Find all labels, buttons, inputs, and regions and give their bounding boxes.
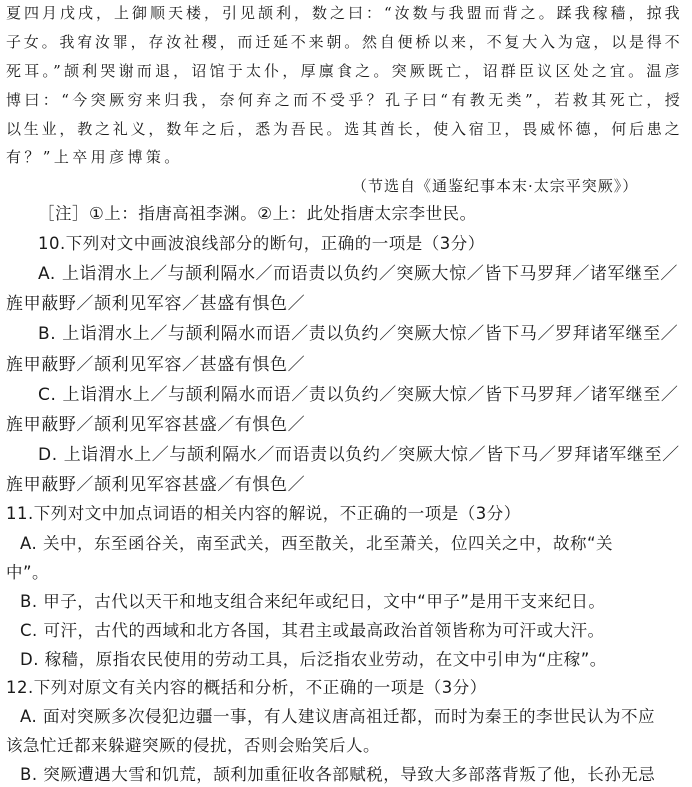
question-10-option-b-continued: 旌甲蔽野／颉利见军容／甚盛有惧色／ <box>6 355 306 375</box>
passage-source: （节选自《通鉴纪事本末·太宗平突厥》） <box>352 177 639 195</box>
passage-line: 博曰：“今突厥穷来归我，奈何弃之而不受乎？孔子曰“有教无类”，若救其死亡，授 <box>6 91 684 109</box>
question-10-option-c-continued: 旌甲蔽野／颉利见军容甚盛／有惧色／ <box>6 415 306 435</box>
question-11-option-c[interactable]: C. 可汗，古代的西域和北方各国，其君主或最高政治首领皆称为可汗或大汗。 <box>20 621 605 640</box>
question-12-stem: 12.下列对原文有关内容的概括和分析，不正确的一项是（3分） <box>6 678 487 697</box>
question-11-option-d[interactable]: D. 稼穑，原指农民使用的劳动工具，后泛指农业劳动，在文中引申为“庄稼”。 <box>20 650 607 669</box>
question-10-option-c[interactable]: C. 上诣渭水上／与颉利隔水而语／责以负约／突厥大惊／皆下马罗拜／诸军继至／ <box>38 385 679 405</box>
question-10-option-a-continued: 旌甲蔽野／颉利见军容／甚盛有惧色／ <box>6 294 306 314</box>
question-11-option-a[interactable]: A. 关中，东至函谷关，南至武关，西至散关，北至萧关，位四关之中，故称“关 <box>20 534 614 553</box>
passage-line: 有？”上卒用彦博策。 <box>6 148 183 166</box>
question-12-option-b[interactable]: B. 突厥遭遇大雪和饥荒，颉利加重征收各部赋税，导致大多部落背叛了他，长孙无忌 <box>20 765 656 784</box>
question-10-option-d[interactable]: D. 上诣渭水上／与颉利隔水／而语责以负约／突厥大惊／皆下马／罗拜诸军继至／ <box>38 445 680 465</box>
passage-line: 子女。我宥汝罪，存汝社稷，而迁延不来朝。然自便桥以来，不复大入为寇，以是得不 <box>6 33 683 51</box>
question-12-option-a-continued: 该急忙迁都来躲避突厥的侵扰，否则会贻笑后人。 <box>6 736 380 755</box>
annotation-notes: ［注］①上：指唐高祖李渊。②上：此处指唐太宗李世民。 <box>38 204 477 223</box>
question-10-stem: 10.下列对文中画波浪线部分的断句，正确的一项是（3分） <box>38 234 485 253</box>
passage-line: 夏四月戊戌，上御顺天楼，引见颉利，数之曰：“汝数与我盟而背之。蹂我稼穑，掠我 <box>6 4 683 22</box>
passage-line: 死耳。”颉利哭谢而退，诏馆于太仆，厚廪食之。突厥既亡，诏群臣议区处之宜。温彦 <box>6 62 683 80</box>
passage-line: 以生业，教之礼义，数年之后，悉为吾民。选其酋长，使入宿卫，畏威怀德，何后患之 <box>6 120 683 138</box>
question-10-option-a[interactable]: A. 上诣渭水上／与颉利隔水／而语责以负约／突厥大惊／皆下马罗拜／诸军继至／ <box>38 264 678 284</box>
question-11-option-b[interactable]: B. 甲子，古代以天干和地支组合来纪年或纪日，文中“甲子”是用干支来纪日。 <box>20 592 606 611</box>
question-10-option-d-continued: 旌甲蔽野／颉利见军容甚盛／有惧色／ <box>6 475 306 495</box>
question-11-option-a-continued: 中”。 <box>6 563 50 582</box>
question-10-option-b[interactable]: B. 上诣渭水上／与颉利隔水而语／责以负约／突厥大惊／皆下马／罗拜诸军继至／ <box>38 324 679 344</box>
question-12-option-a[interactable]: A. 面对突厥多次侵犯边疆一事，有人建议唐高祖迁都，而时为秦王的李世民认为不应 <box>20 707 655 726</box>
question-11-stem: 11.下列对文中加点词语的相关内容的解说，不正确的一项是（3分） <box>6 504 521 523</box>
